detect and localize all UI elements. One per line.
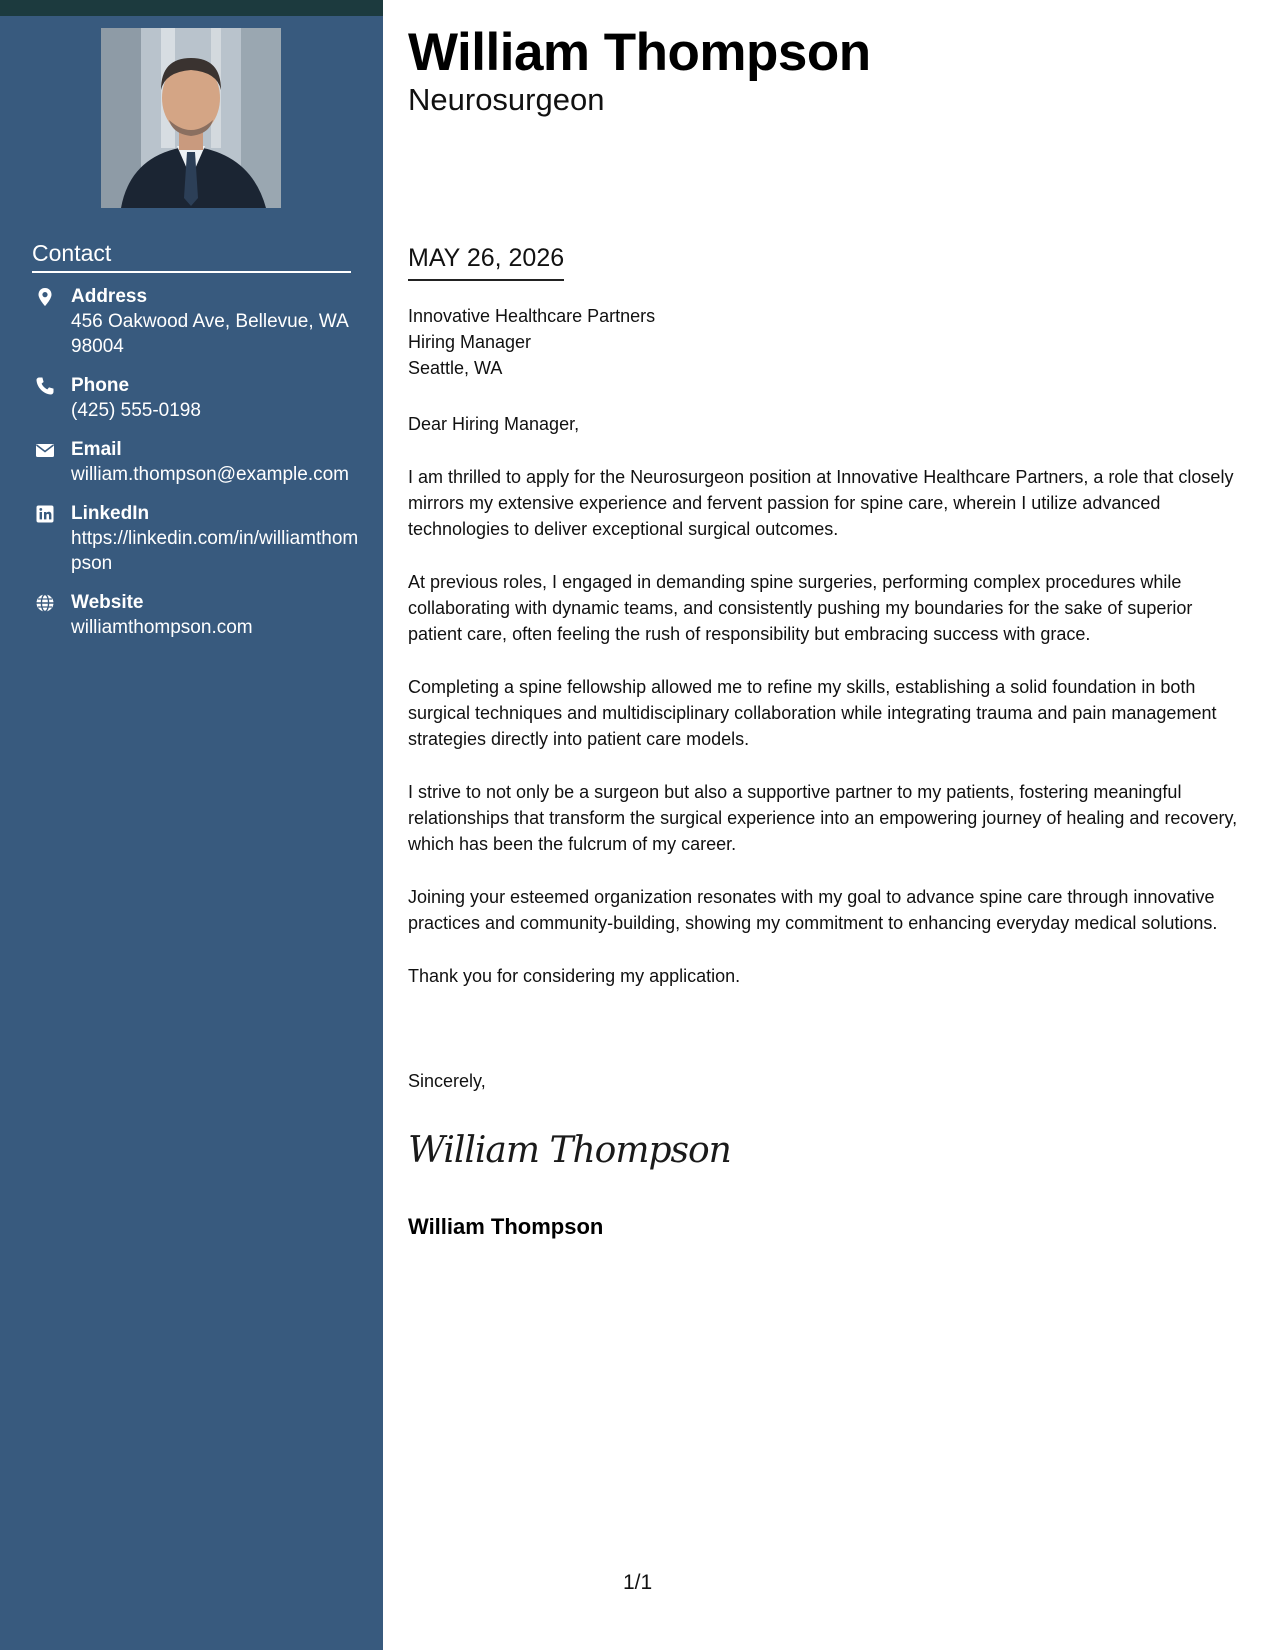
recipient-company: Innovative Healthcare Partners bbox=[408, 306, 656, 326]
job-title: Neurosurgeon bbox=[408, 82, 605, 117]
body-paragraph: Completing a spine fellowship allowed me to refine my skills, establishing a solid foundation in both surgical techniques and multidisciplinary collaboration while integrating trauma and pain management strategies directly into patient care models. bbox=[408, 677, 1217, 749]
contact-label: Address bbox=[71, 286, 148, 307]
contact-email bbox=[32, 437, 362, 487]
contact-linkedin bbox=[32, 501, 362, 576]
body-paragraph: At previous roles, I engaged in demanding spine surgeries, performing complex procedures while collaborating with dynamic teams, and consistently pushing my boundaries for the sake of superior patient care, often feeling the rush of responsibility but embracing success with grace. bbox=[408, 572, 1193, 644]
body-paragraph: I am thrilled to apply for the Neurosurgeon position at Innovative Healthcare Partners, a role that closely mirrors my extensive experience and fervent passion for spine care, wherein I utilize advanced technologies to deliver exceptional surgical outcomes. bbox=[408, 467, 1234, 539]
phone-icon bbox=[35, 376, 55, 396]
contact-label: Phone bbox=[71, 375, 130, 396]
contact-label: Email bbox=[71, 439, 122, 460]
letter-body bbox=[408, 411, 1248, 1016]
contact-label: Website bbox=[71, 592, 144, 613]
recipient-block bbox=[408, 303, 655, 381]
contact-value: 456 Oakwood Ave, Bellevue, WA 98004 bbox=[71, 311, 348, 357]
body-paragraph: I strive to not only be a surgeon but also a supportive partner to my patients, fostering meaningful relationships that transform the surgical experience into an empowering journey of healing and recovery, which has been the fulcrum of my career. bbox=[408, 782, 1238, 854]
avatar bbox=[101, 28, 281, 208]
recipient-location: Seattle, WA bbox=[408, 358, 503, 378]
closing: Sincerely, bbox=[408, 1071, 486, 1091]
signature bbox=[408, 1126, 731, 1176]
signed-name: William Thompson bbox=[408, 1214, 604, 1239]
globe-icon bbox=[35, 593, 55, 613]
contact-value: (425) 555-0198 bbox=[71, 400, 201, 421]
recipient-role: Hiring Manager bbox=[408, 332, 532, 352]
sidebar-top-bar bbox=[0, 0, 383, 16]
contact-heading: Contact bbox=[32, 240, 351, 273]
contact-list bbox=[32, 284, 362, 654]
salutation: Dear Hiring Manager, bbox=[408, 414, 580, 434]
contact-value[interactable]: william.thompson@example.com bbox=[71, 464, 349, 485]
letter-date: MAY 26, 2026 bbox=[408, 244, 564, 281]
body-paragraph: Thank you for considering my application. bbox=[408, 966, 741, 986]
contact-label: LinkedIn bbox=[71, 503, 150, 524]
body-paragraph: Joining your esteemed organization resonates with my goal to advance spine care through innovative practices and community-building, showing my commitment to enhancing everyday medical solutions. bbox=[408, 887, 1218, 933]
contact-address bbox=[32, 284, 362, 359]
sidebar bbox=[0, 0, 383, 1650]
contact-website bbox=[32, 590, 362, 640]
contact-value[interactable]: williamthompson.com bbox=[71, 617, 253, 638]
contact-phone bbox=[32, 373, 362, 423]
contact-value[interactable]: https://linkedin.com/in/williamthompson bbox=[71, 528, 359, 574]
page-number: 1/1 bbox=[623, 1571, 653, 1594]
map-pin-icon bbox=[35, 287, 55, 307]
envelope-icon bbox=[35, 440, 55, 460]
svg-text:William Thompson: William Thompson bbox=[408, 1130, 731, 1171]
linkedin-icon bbox=[35, 504, 55, 524]
applicant-name: William Thompson bbox=[408, 23, 871, 82]
